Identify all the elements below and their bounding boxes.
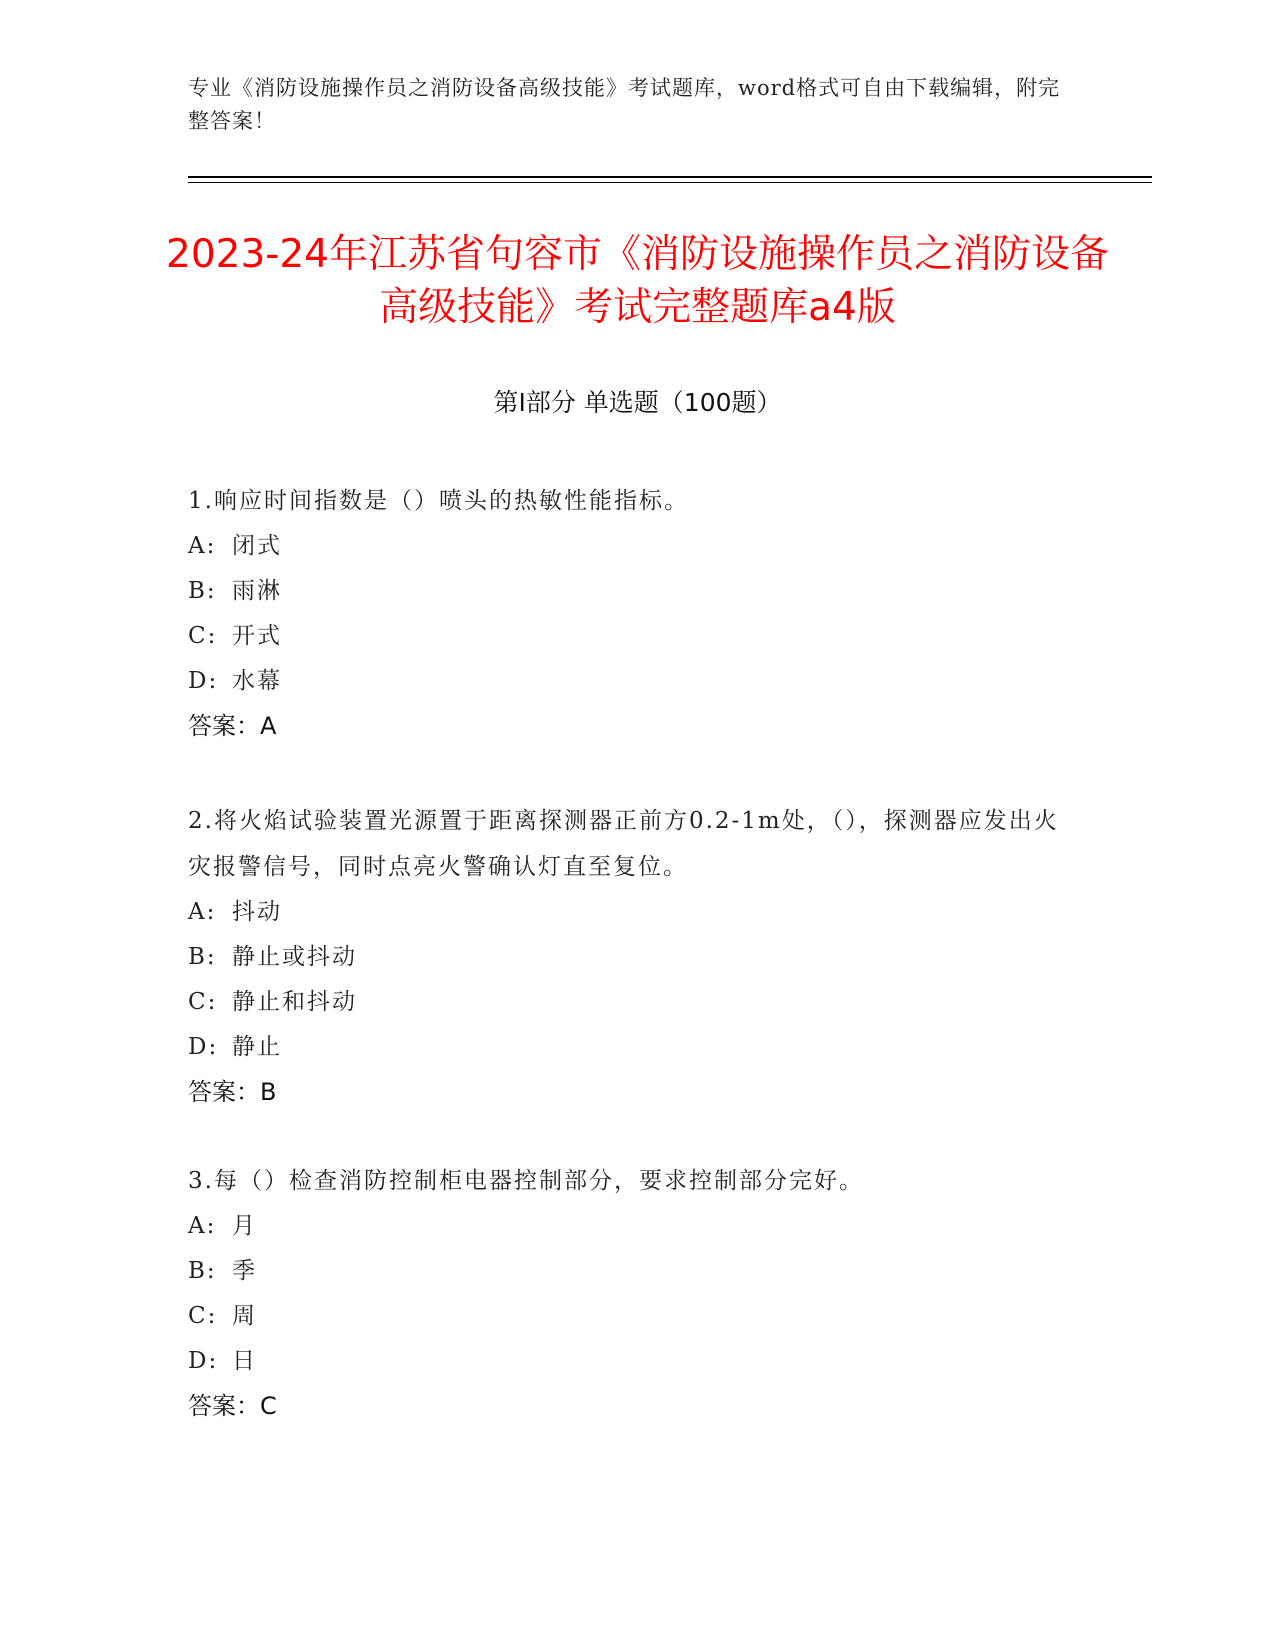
option-a <box>188 1204 1078 1249</box>
option-c <box>188 980 1078 1025</box>
option-letter: D: <box>188 668 219 694</box>
option-letter: C: <box>188 623 218 649</box>
document-title: 2023-24年江苏省句容市《消防设施操作员之消防设备高级技能》考试完整题库a4版 <box>166 232 1109 330</box>
option-a <box>188 524 1078 569</box>
question-3 <box>188 1158 1078 1428</box>
option-letter: A: <box>188 899 217 925</box>
question-stem: 2.将火焰试验装置光源置于距离探测器正前方0.2-1m处，（），探测器应发出火灾报警信号，同时点亮火警确认灯直至复位。 <box>188 808 1059 880</box>
option-text: 季 <box>232 1258 257 1284</box>
option-letter: C: <box>188 989 218 1015</box>
option-letter: B: <box>188 1258 217 1284</box>
option-text: 静止和抖动 <box>232 989 357 1015</box>
question-spacer <box>188 1114 1078 1158</box>
option-d <box>188 659 1078 704</box>
option-text: 静止 <box>232 1034 282 1060</box>
question-2 <box>188 798 1078 1114</box>
option-text: 抖动 <box>232 899 282 925</box>
header-note: 专业《消防设施操作员之消防设备高级技能》考试题库，word格式可自由下载编辑，附完整答案！ <box>188 76 1061 133</box>
option-b <box>188 1249 1078 1294</box>
option-text: 闭式 <box>232 533 282 559</box>
option-d <box>188 1339 1078 1384</box>
option-text: 开式 <box>232 623 282 649</box>
option-text: 日 <box>232 1348 257 1374</box>
answer: 答案：C <box>188 1392 277 1420</box>
option-text: 雨淋 <box>232 578 282 604</box>
option-text: 静止或抖动 <box>232 944 357 970</box>
option-a <box>188 890 1078 935</box>
question-list <box>188 478 1078 1428</box>
question-stem: 1.响应时间指数是（）喷头的热敏性能指标。 <box>188 488 689 514</box>
option-b <box>188 569 1078 614</box>
option-letter: B: <box>188 578 217 604</box>
option-letter: A: <box>188 533 217 559</box>
option-text: 水幕 <box>232 668 282 694</box>
option-letter: A: <box>188 1213 217 1239</box>
option-text: 月 <box>232 1213 257 1239</box>
header-rule-thin <box>188 182 1152 183</box>
header-rule-thick <box>188 176 1152 178</box>
option-c <box>188 1294 1078 1339</box>
question-stem: 3.每（）检查消防控制柜电器控制部分，要求控制部分完好。 <box>188 1168 864 1194</box>
option-letter: B: <box>188 944 217 970</box>
option-c <box>188 614 1078 659</box>
section-title: 第I部分 单选题（100题） <box>493 388 782 417</box>
question-spacer <box>188 748 1078 798</box>
answer: 答案：A <box>188 712 277 740</box>
option-letter: D: <box>188 1348 219 1374</box>
option-text: 周 <box>232 1303 257 1329</box>
question-1 <box>188 478 1078 748</box>
answer: 答案：B <box>188 1078 277 1106</box>
option-letter: D: <box>188 1034 219 1060</box>
option-letter: C: <box>188 1303 218 1329</box>
option-b <box>188 935 1078 980</box>
option-d <box>188 1025 1078 1070</box>
